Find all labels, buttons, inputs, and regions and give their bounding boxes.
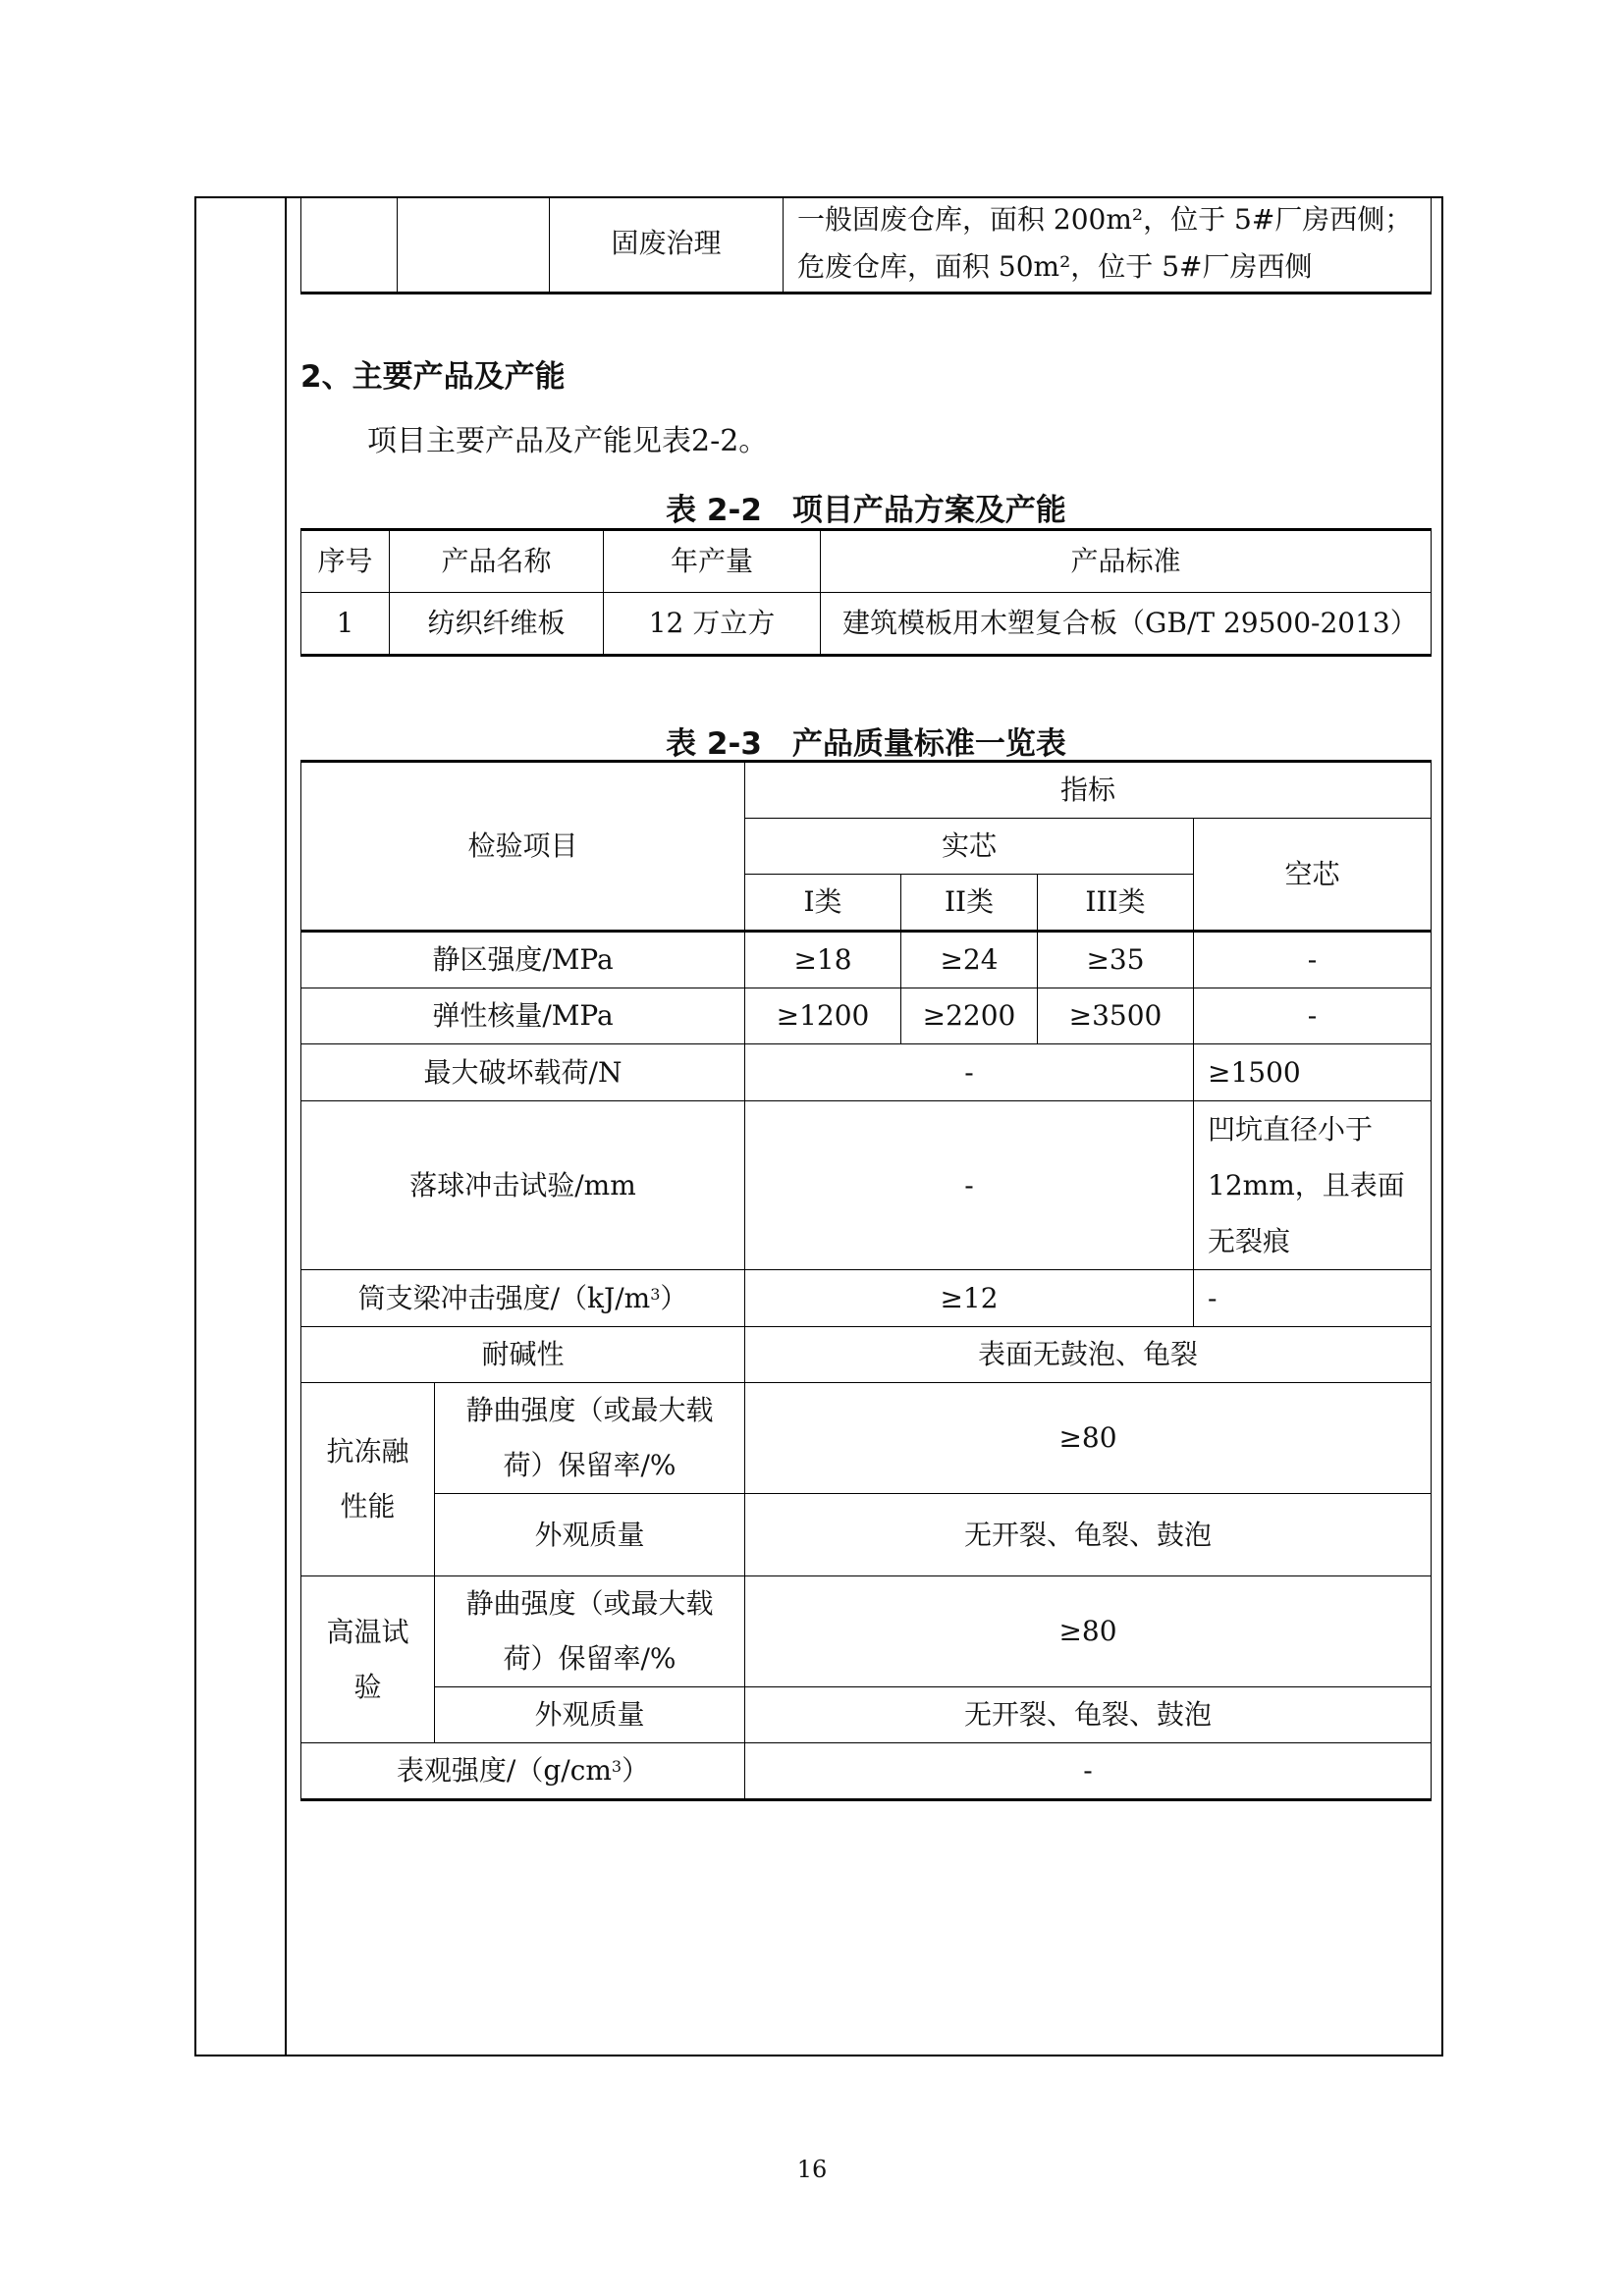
cell-line: 荷）保留率/% bbox=[503, 1449, 677, 1481]
section-paragraph: 项目主要产品及产能见表2-2。 bbox=[367, 424, 769, 458]
table-cell bbox=[301, 1743, 745, 1800]
cell-line: 凹坑直径小于 bbox=[1208, 1113, 1374, 1146]
header-cell: 实芯 bbox=[745, 819, 1194, 875]
header-cell: 序号 bbox=[301, 530, 390, 593]
header-cell: III类 bbox=[1038, 875, 1194, 932]
table-cell: ≥3500 bbox=[1038, 988, 1194, 1044]
header-cell: 产品标准 bbox=[821, 530, 1432, 593]
table-cell: 落球冲击试验/mm bbox=[301, 1101, 745, 1270]
table-cell: 外观质量 bbox=[435, 1687, 745, 1743]
table-2-2 bbox=[300, 528, 1432, 657]
page-number: 16 bbox=[796, 2156, 828, 2183]
cell-line: 高温试 bbox=[326, 1615, 409, 1648]
table-row bbox=[301, 196, 1432, 293]
table-cell: ≥12 bbox=[745, 1270, 1194, 1327]
table-cell: 12 万立方 bbox=[604, 593, 821, 656]
group-label-cell bbox=[301, 1383, 435, 1576]
table-cell: ≥2200 bbox=[901, 988, 1038, 1044]
table-row bbox=[301, 1576, 1432, 1687]
header-cell: 空芯 bbox=[1194, 819, 1432, 932]
cell-line: 验 bbox=[353, 1670, 382, 1703]
table-cell: 1 bbox=[301, 593, 390, 656]
table-cell: - bbox=[745, 1044, 1194, 1101]
table-cell: 弹性核量/MPa bbox=[301, 988, 745, 1044]
table-cell: - bbox=[1194, 1270, 1432, 1327]
table-cell: ≥1200 bbox=[745, 988, 901, 1044]
table-cell: 无开裂、龟裂、鼓泡 bbox=[745, 1494, 1432, 1576]
label-text: ） bbox=[622, 1754, 650, 1787]
table-row bbox=[301, 1101, 1432, 1270]
table-cell: 建筑模板用木塑复合板（GB/T 29500-2013） bbox=[821, 593, 1432, 656]
table-cell: - bbox=[745, 1101, 1194, 1270]
table-header-row bbox=[301, 530, 1432, 593]
table-2-3 bbox=[300, 760, 1432, 1801]
cell-line: 荷）保留率/% bbox=[503, 1642, 677, 1675]
label-text: ） bbox=[660, 1281, 688, 1314]
top-table-container bbox=[300, 196, 1432, 294]
group-label-cell bbox=[301, 1576, 435, 1743]
cell-line: 一般固废仓库，面积 200m²，位于 5#厂房西侧； bbox=[797, 203, 1413, 237]
table-cell bbox=[398, 196, 550, 293]
table-cell: ≥80 bbox=[745, 1383, 1432, 1494]
table-cell: - bbox=[745, 1743, 1432, 1800]
table-cell bbox=[301, 1270, 745, 1327]
table-2-3-caption: 表 2-3 产品质量标准一览表 bbox=[666, 726, 1066, 762]
table-row bbox=[301, 1687, 1432, 1743]
top-table bbox=[300, 196, 1432, 294]
table-2-2-caption: 表 2-2 项目产品方案及产能 bbox=[666, 493, 1066, 528]
table-row bbox=[301, 988, 1432, 1044]
table-2-3-container bbox=[300, 760, 1432, 1801]
table-cell: - bbox=[1194, 988, 1432, 1044]
table-cell: 表面无鼓泡、龟裂 bbox=[745, 1327, 1432, 1383]
table-cell: 静区强度/MPa bbox=[301, 932, 745, 988]
table-row bbox=[301, 1383, 1432, 1494]
table-cell bbox=[1194, 1101, 1432, 1270]
table-cell: 外观质量 bbox=[435, 1494, 745, 1576]
table-cell bbox=[301, 196, 398, 293]
table-cell bbox=[435, 1576, 745, 1687]
table-cell: 固废治理 bbox=[550, 196, 784, 293]
header-cell: 年产量 bbox=[604, 530, 821, 593]
frame-divider bbox=[285, 196, 287, 2056]
table-cell: ≥24 bbox=[901, 932, 1038, 988]
label-text: 表观强度/（g/cm bbox=[396, 1754, 612, 1787]
header-cell: 产品名称 bbox=[390, 530, 604, 593]
table-header-row bbox=[301, 762, 1432, 819]
cell-line: 抗冻融 bbox=[326, 1435, 409, 1468]
table-cell bbox=[784, 196, 1432, 293]
table-2-2-container bbox=[300, 528, 1432, 657]
cell-line: 性能 bbox=[340, 1490, 396, 1522]
table-row bbox=[301, 1044, 1432, 1101]
cell-line: 12mm，且表面 bbox=[1208, 1169, 1405, 1201]
table-cell: ≥18 bbox=[745, 932, 901, 988]
table-cell: 无开裂、龟裂、鼓泡 bbox=[745, 1687, 1432, 1743]
table-row bbox=[301, 1327, 1432, 1383]
section-heading: 2、主要产品及产能 bbox=[300, 359, 566, 395]
table-row bbox=[301, 1270, 1432, 1327]
superscript: 3 bbox=[650, 1284, 661, 1304]
cell-line: 静曲强度（或最大载 bbox=[465, 1394, 714, 1426]
table-cell: ≥80 bbox=[745, 1576, 1432, 1687]
table-cell: 纺织纤维板 bbox=[390, 593, 604, 656]
header-cell: II类 bbox=[901, 875, 1038, 932]
cell-line: 危废仓库，面积 50m²，位于 5#厂房西侧 bbox=[797, 250, 1313, 284]
cell-line: 无裂痕 bbox=[1208, 1225, 1291, 1257]
superscript: 3 bbox=[611, 1757, 623, 1776]
table-cell bbox=[435, 1383, 745, 1494]
label-text: 筒支梁冲击强度/（kJ/m bbox=[357, 1281, 651, 1314]
table-cell: 最大破坏载荷/N bbox=[301, 1044, 745, 1101]
table-cell: ≥35 bbox=[1038, 932, 1194, 988]
table-cell: 耐碱性 bbox=[301, 1327, 745, 1383]
header-cell: 指标 bbox=[745, 762, 1432, 819]
table-row bbox=[301, 1743, 1432, 1800]
cell-line: 静曲强度（或最大载 bbox=[465, 1587, 714, 1620]
table-row bbox=[301, 932, 1432, 988]
table-row bbox=[301, 1494, 1432, 1576]
table-cell: - bbox=[1194, 932, 1432, 988]
header-cell: 检验项目 bbox=[301, 762, 745, 932]
header-cell: I类 bbox=[745, 875, 901, 932]
table-row bbox=[301, 593, 1432, 656]
table-cell: ≥1500 bbox=[1194, 1044, 1432, 1101]
